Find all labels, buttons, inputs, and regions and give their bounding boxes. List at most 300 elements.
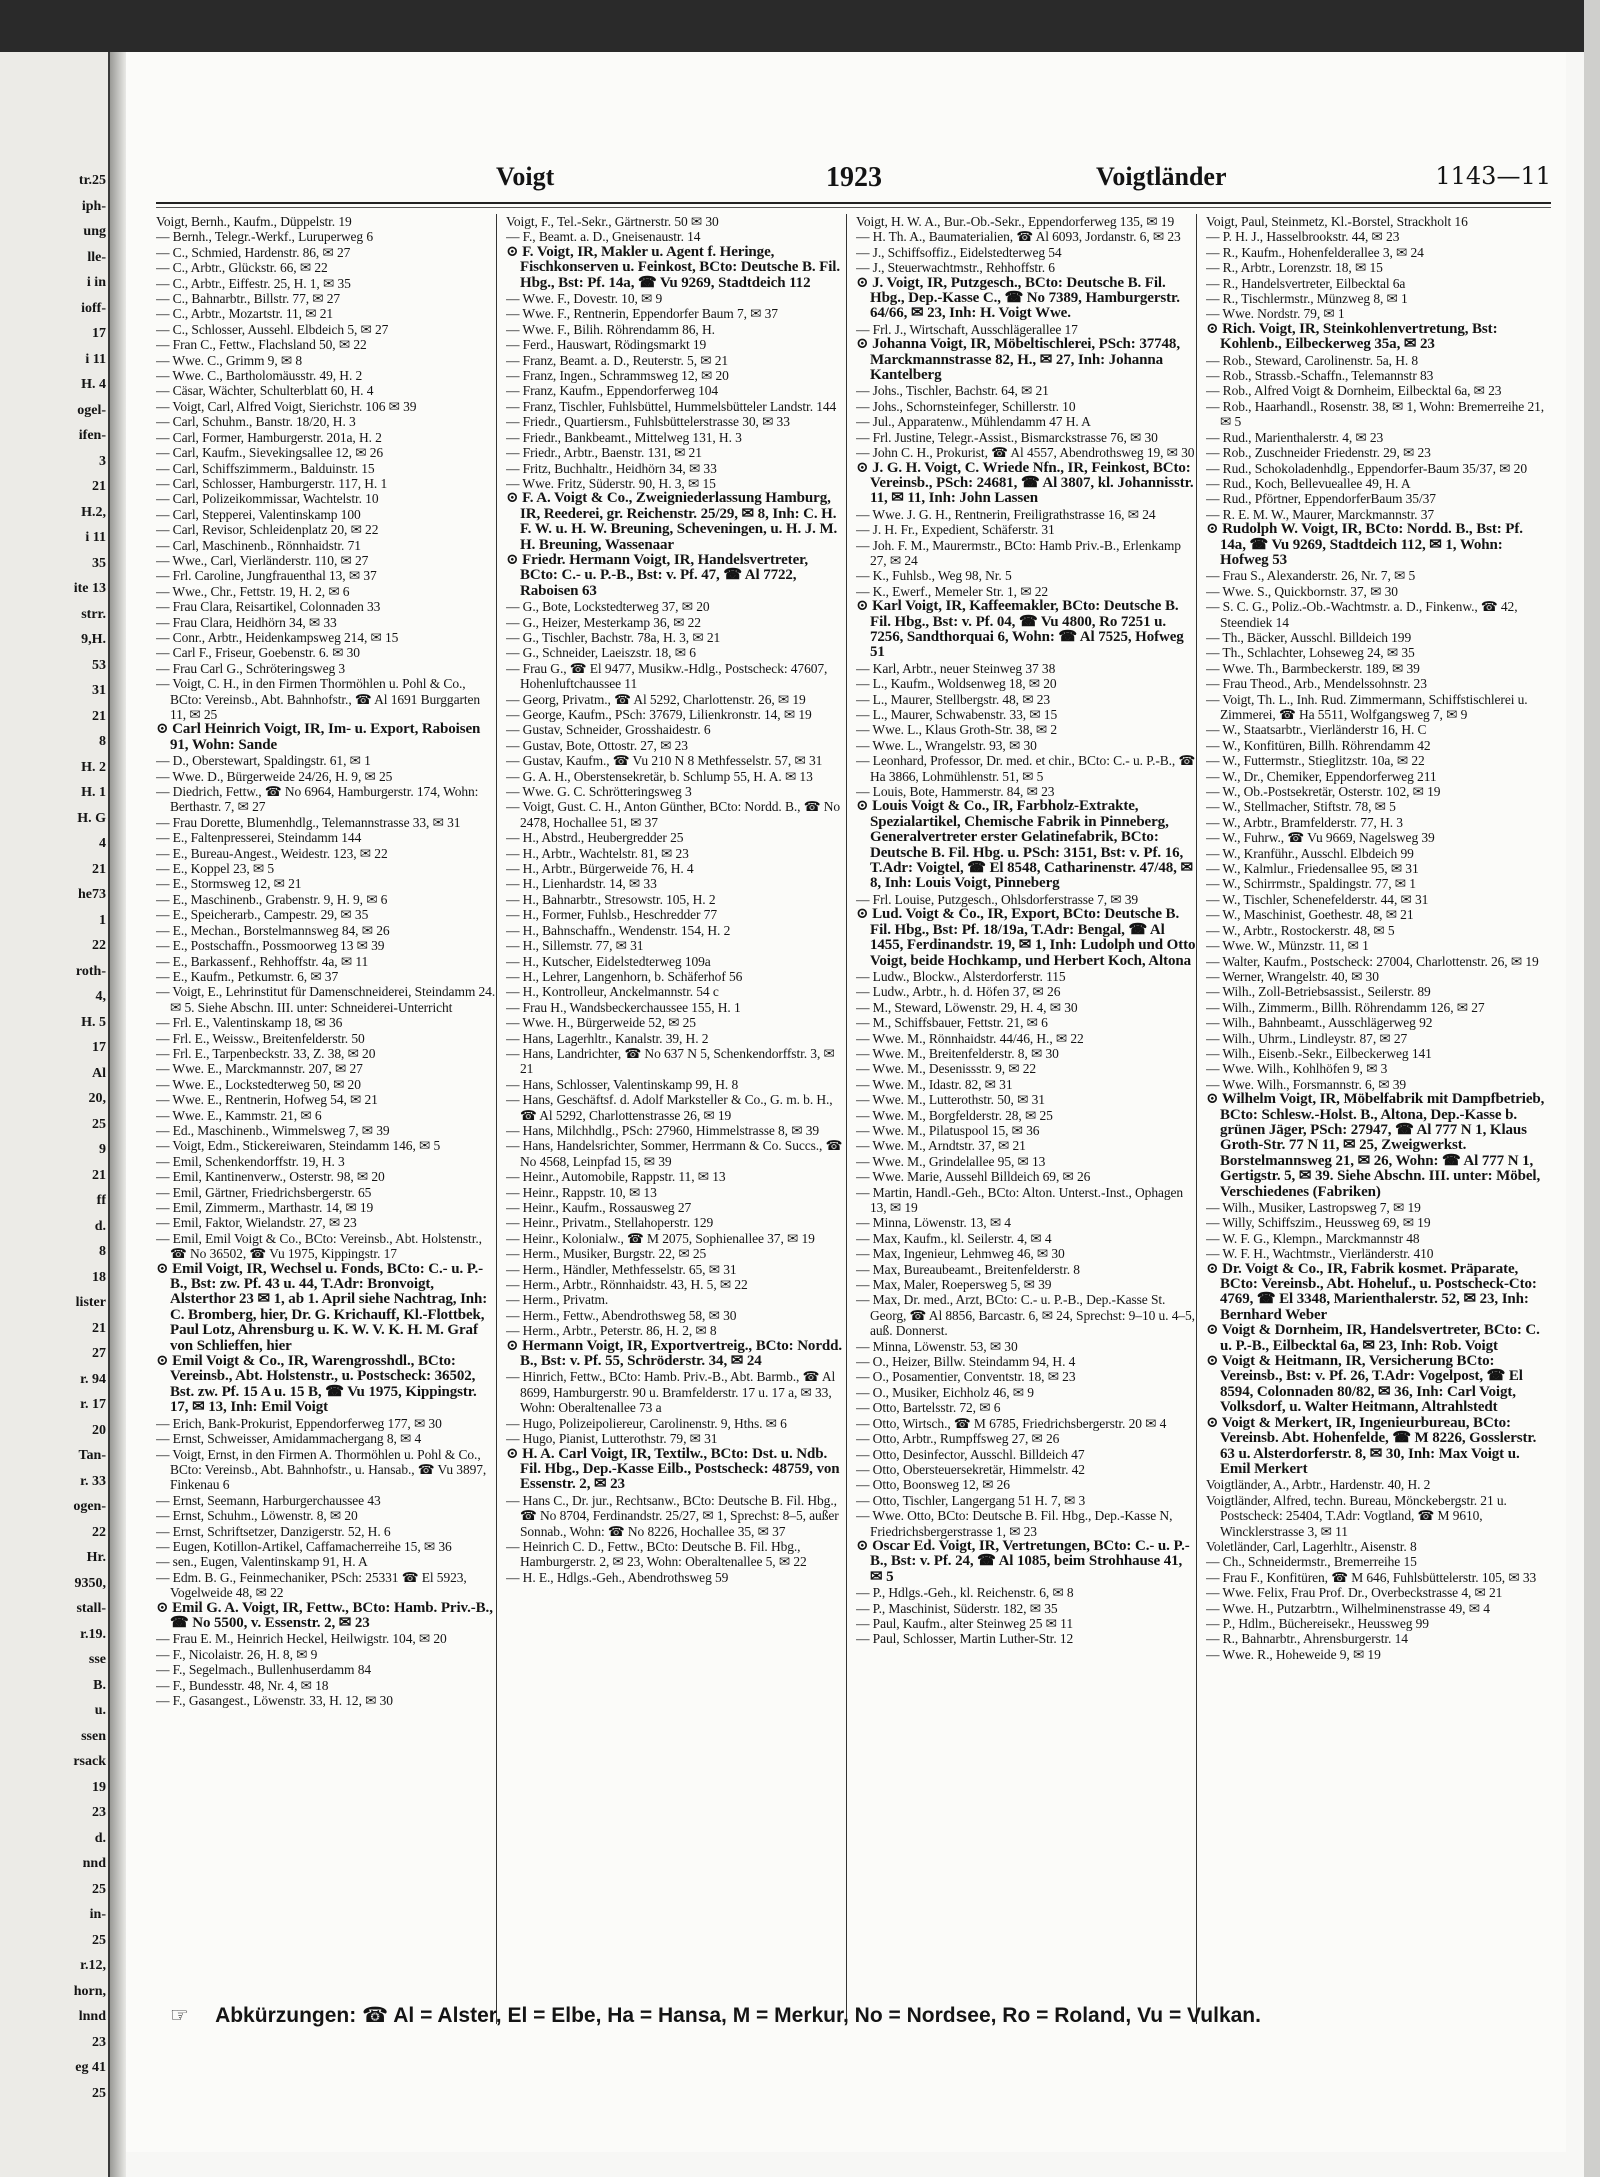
directory-entry: — Frl. Louise, Putzgesch., Ohlsdorferstrasse 7, ✉ 39 — [856, 891, 1139, 907]
left-page-fragment: rsack — [73, 1754, 106, 1769]
left-page-fragment: 21 — [92, 1167, 106, 1183]
directory-entry: — Frl. E., Tarpenbeckstr. 33, Z. 38, ✉ 20 — [156, 1045, 376, 1061]
directory-entry: — G., Schneider, Laeiszstr. 18, ✉ 6 — [506, 645, 696, 661]
directory-entry: — C., Schlosser, Aussehl. Elbdeich 5, ✉ 27 — [156, 321, 389, 337]
directory-entry: — Franz, Ingen., Schrammsweg 12, ✉ 20 — [506, 368, 729, 384]
directory-entry: — P., Maschinist, Süderstr. 182, ✉ 35 — [856, 1600, 1058, 1616]
left-page-fragment: ogen- — [73, 1499, 106, 1514]
left-page-fragment: 25 — [92, 1116, 106, 1132]
directory-entry: — Max, Kaufm., kl. Seilerstr. 4, ✉ 4 — [856, 1230, 1052, 1246]
left-page-fragment: 4 — [99, 836, 106, 851]
directory-entry: — G. A. H., Oberstensekretär, b. Schlump 55, H. A. ✉ 13 — [506, 768, 813, 784]
directory-entry: — C., Arbtr., Eiffestr. 25, H. 1, ✉ 35 — [156, 275, 351, 291]
directory-entry: ⊙ Karl Voigt, IR, Kaffeemakler, BCto: Deutsche B. Fil. Hbg., Bst: v. Pf. 04, ☎ Vu 4800, Ro 7251 u. 7256, Sandthorquai 6, Wohn: ☎ Al 7525, Hofweg 51 — [856, 598, 1184, 661]
directory-entry: — Ed., Maschinenb., Wimmelsweg 7, ✉ 39 — [156, 1122, 390, 1138]
directory-entry: — H., Sillemstr. 77, ✉ 31 — [506, 938, 644, 954]
directory-entry: — Hinrich, Fettw., BCto: Hamb. Priv.-B., Abt. Barmb., ☎ Al 8699, Hamburgerstr. 90 u. Bramfelderstr. 17 u. 17 a, ✉ 33, Wohn: Oberaltenallee 73 a — [506, 1369, 836, 1416]
left-page-fragment: Al — [92, 1065, 106, 1081]
directory-entry: — Emil, Faktor, Wielandstr. 27, ✉ 23 — [156, 1215, 357, 1231]
directory-entry: — Ernst, Seemann, Harburgerchaussee 43 — [156, 1492, 381, 1508]
directory-entry: — J., Steuerwachtmstr., Rehhoffstr. 6 — [856, 260, 1055, 276]
directory-entry: — P. H. J., Hasselbrookstr. 44, ✉ 23 — [1206, 229, 1400, 245]
directory-entry: — Hans, Landrichter, ☎ No 637 N 5, Schenkendorffstr. 3, ✉ 21 — [506, 1045, 835, 1077]
directory-entry: — W., Fuhrw., ☎ Vu 9669, Nagelsweg 39 — [1206, 830, 1435, 846]
directory-entry: — Frau Clara, Heidhörn 34, ✉ 33 — [156, 614, 337, 630]
directory-entry: — Joh. F. M., Maurermstr., BCto: Hamb Priv.-B., Erlenkamp 27, ✉ 24 — [856, 537, 1181, 568]
left-page-fragment: 9 — [99, 1142, 106, 1157]
header-rule — [156, 202, 1551, 204]
directory-entry: — M., Schiffsbauer, Fettstr. 21, ✉ 6 — [856, 1015, 1048, 1031]
directory-entry: — George, Kaufm., PSch: 37679, Lilienkronstr. 14, ✉ 19 — [506, 707, 812, 722]
left-page-fragment: i in — [86, 275, 106, 290]
directory-entry: — Frau Clara, Reisartikel, Colonnaden 33 — [156, 599, 381, 615]
directory-entry: — Frl. Caroline, Jungfrauenthal 13, ✉ 37 — [156, 568, 377, 584]
directory-entry: — K., Fuhlsb., Weg 98, Nr. 5 — [856, 568, 1012, 584]
directory-entry: Voletländer, Carl, Lagerhltr., Aisenstr. 8 — [1206, 1538, 1417, 1554]
directory-entry: — Frau F., Konfitüren, ☎ M 646, Fuhlsbüttelerstr. 105, ✉ 33 — [1206, 1569, 1537, 1585]
directory-entry: — C., Arbtr., Glückstr. 66, ✉ 22 — [156, 260, 328, 276]
directory-entry: — Wwe. Wilh., Forsmannstr. 6, ✉ 39 — [1206, 1076, 1406, 1092]
directory-entry: — Walter, Kaufm., Postscheck: 27004, Charlottenstr. 26, ✉ 19 — [1206, 953, 1539, 969]
directory-entry: — L., Kaufm., Woldsenweg 18, ✉ 20 — [856, 676, 1057, 692]
directory-entry: — F., Bundesstr. 48, Nr. 4, ✉ 18 — [156, 1677, 329, 1693]
left-page-fragment: 22 — [92, 1524, 106, 1540]
directory-entry: — J. H. Fr., Expedient, Schäferstr. 31 — [856, 522, 1055, 538]
left-page-fragment: 21 — [92, 479, 106, 494]
directory-entry: — Wwe. Th., Barmbeckerstr. 189, ✉ 39 — [1206, 660, 1420, 676]
left-page-fragment: lister — [75, 1295, 106, 1310]
directory-entry: — Jul., Apparatenw., Mühlendamm 47 H. A — [856, 414, 1091, 430]
directory-entry: — Max, Ingenieur, Lehmweg 46, ✉ 30 — [856, 1246, 1065, 1262]
directory-entry: — Johs., Tischler, Bachstr. 64, ✉ 21 — [856, 383, 1049, 399]
directory-entry: — Voigt, E., Lehrinstitut für Damenschneiderei, Steindamm 24. ✉ 5. Siehe Abschn. III. unter: Schneiderei-Unterricht — [156, 984, 496, 1015]
page-number: 1143—11 — [1435, 162, 1551, 190]
directory-entry: — Georg, Privatm., ☎ Al 5292, Charlottenstr. 26, ✉ 19 — [506, 691, 806, 707]
directory-entry: ⊙ Louis Voigt & Co., IR, Farbholz-Extrakte, Spezialartikel, Chemische Fabrik in Pinneberg, Generalvertreter erster Gelatinefabrik, BCto: Deutsche B. Fil. Hbg. u. PSch: 3151, Bst: v. Pf. 16, T.Adr: Voigtel, ☎ El 8548, Catharinenstr. 47/48, ✉ 8, Inh: Louis Voigt, Pinneberg — [856, 798, 1193, 892]
directory-entry: — Max, Dr. med., Arzt, BCto: C.- u. P.-B., Dep.-Kasse St. Georg, ☎ Al 8856, Barcastr. 6, ✉ 24, Sprechst: 9–10 u. 4–5, auß. Donnerst. — [856, 1292, 1195, 1339]
book-gutter — [110, 52, 126, 2177]
directory-entry: — W., Kranführ., Ausschl. Elbdeich 99 — [1206, 845, 1414, 861]
left-page-fragment: 23 — [92, 2034, 106, 2050]
header-year: 1923 — [826, 162, 882, 193]
directory-entry: — P., Hdlm., Büchereisekr., Heussweg 99 — [1206, 1615, 1429, 1631]
left-page-fragment: in- — [89, 1907, 106, 1922]
left-page-fragment: 21 — [92, 1320, 106, 1336]
left-page-fragment: r. 94 — [80, 1371, 106, 1387]
directory-entry: — Conr., Arbtr., Heidenkampsweg 214, ✉ 15 — [156, 629, 399, 645]
directory-entry: — Gustav, Kaufm., ☎ Vu 210 N 8 Methfesselstr. 57, ✉ 31 — [506, 753, 823, 769]
directory-entry: — W., Ob.-Postsekretär, Osterstr. 102, ✉ 19 — [1206, 784, 1441, 800]
pointing-hand-icon: ☞ — [170, 2004, 189, 2027]
directory-entry: — Wwe. H., Putzarbtrn., Wilhelminenstrasse 49, ✉ 4 — [1206, 1600, 1490, 1616]
directory-entry: — Louis, Bote, Hammerstr. 84, ✉ 23 — [856, 784, 1055, 800]
directory-entry: — Carl, Revisor, Schleidenplatz 20, ✉ 22 — [156, 522, 379, 538]
left-page-fragment: r.19. — [80, 1626, 106, 1642]
left-page-fragment: 27 — [92, 1346, 106, 1361]
directory-entry: — H., Arbtr., Wachtelstr. 81, ✉ 23 — [506, 845, 689, 861]
directory-entry: — G., Tischler, Bachstr. 78a, H. 3, ✉ 21 — [506, 629, 721, 645]
directory-entry: — Ludw., Blockw., Alsterdorferstr. 115 — [856, 968, 1066, 984]
directory-entry: — W., Arbtr., Rostockerstr. 48, ✉ 5 — [1206, 922, 1395, 938]
directory-entry: — C., Schmied, Hardenstr. 86, ✉ 27 — [156, 244, 351, 260]
directory-entry: — Heinr., Privatm., Stellahoperstr. 129 — [506, 1215, 714, 1231]
directory-entry: — E., Kaufm., Petkumstr. 6, ✉ 37 — [156, 968, 339, 984]
left-page-fragment: 1 — [99, 912, 106, 928]
directory-entry: — Carl F., Friseur, Goebenstr. 6. ✉ 30 — [156, 645, 360, 661]
directory-entry: — Heinr., Automobile, Rappstr. 11, ✉ 13 — [506, 1169, 726, 1185]
directory-entry: — W. F. H., Wachtmstr., Vierländerstr. 410 — [1206, 1246, 1434, 1262]
left-page-fragment: i 11 — [85, 351, 106, 367]
left-page-fragment: 21 — [92, 861, 106, 877]
directory-entry: — Frau Dorette, Blumenhdlg., Telemannstrasse 33, ✉ 31 — [156, 814, 461, 830]
directory-entry: — Wwe. Marie, Aussehl Billdeich 69, ✉ 26 — [856, 1169, 1091, 1185]
left-page-fragment: r.12, — [80, 1958, 106, 1973]
directory-entry: — Herm., Fettw., Abendrothsweg 58, ✉ 30 — [506, 1307, 737, 1323]
directory-entry: — Heinr., Kaufm., Rossausweg 27 — [506, 1200, 692, 1215]
left-page-fragment: 20 — [92, 1422, 106, 1438]
directory-entry: ⊙ Emil G. A. Voigt, IR, Fettw., BCto: Hamb. Priv.-B., ☎ No 5500, v. Essenstr. 2, ✉ 23 — [156, 1599, 493, 1631]
directory-entry: — Rud., Schokoladenhdlg., Eppendorfer-Baum 35/37, ✉ 20 — [1206, 460, 1527, 476]
left-page-fragment: ifen- — [78, 428, 106, 443]
directory-entry: — Ernst, Schuhm., Löwenstr. 8, ✉ 20 — [156, 1508, 358, 1524]
directory-entry: ⊙ Voigt & Dornheim, IR, Handelsvertreter, BCto: C. u. P.-B., Eilbecktal 6a, ✉ 23, Inh: Rob. Voigt — [1206, 1322, 1540, 1354]
directory-entry: — Wwe. L., Wrangelstr. 93, ✉ 30 — [856, 737, 1037, 753]
directory-entry: — Rob., Strassb.-Schaffn., Telemannstr 83 — [1206, 368, 1434, 384]
directory-entry: — H., Lienhardstr. 14, ✉ 33 — [506, 876, 657, 892]
directory-entry: — Wwe. E., Rentnerin, Hofweg 54, ✉ 21 — [156, 1092, 378, 1108]
directory-entry: — Hans, Geschäftsf. d. Adolf Marksteller & Co., G. m. b. H., ☎ Al 5292, Charlottenstrasse 26, ✉ 19 — [506, 1092, 833, 1123]
left-page-fragment: d. — [94, 1218, 106, 1234]
directory-entry: — Wilh., Musiker, Lastropsweg 7, ✉ 19 — [1206, 1200, 1421, 1215]
directory-entry: — Carl, Stepperei, Valentinskamp 100 — [156, 506, 361, 522]
left-page-fragment: 23 — [92, 1805, 106, 1820]
directory-entry: — W., Tischler, Schenefelderstr. 44, ✉ 31 — [1206, 891, 1429, 907]
left-page-fragment: 25 — [92, 1881, 106, 1897]
directory-entry: ⊙ Emil Voigt, IR, Wechsel u. Fonds, BCto: C.- u. P.-B., Bst: zw. Pf. 43 u. 44, T.Adr: Bronvoigt, Alsterthor 23 ✉ 1, ab 1. April siehe Nachtrag, Inh: C. Bromberg, hier, Dr. G. Krichauff, Kl.-Flottbek, Paul Lotz, Ahrensburg u. K. W. V. K. H. M. Graf von Schlieffen, hier — [156, 1260, 488, 1354]
directory-entry: — Wwe. R., Hoheweide 9, ✉ 19 — [1206, 1646, 1381, 1662]
directory-entry: — Minna, Löwenstr. 53, ✉ 30 — [856, 1338, 1018, 1354]
directory-entry: — Wilh., Zimmerm., Billh. Röhrendamm 126, ✉ 27 — [1206, 999, 1485, 1015]
left-page-fragment: 53 — [92, 657, 106, 673]
directory-entry: — Wwe. H., Bürgerweide 52, ✉ 25 — [506, 1015, 696, 1031]
left-page-fragment: 17 — [92, 1040, 106, 1055]
directory-entry: ⊙ Carl Heinrich Voigt, IR, Im- u. Export, Raboisen 91, Wohn: Sande — [156, 721, 481, 753]
directory-entry: — Wwe. M., Grindelallee 95, ✉ 13 — [856, 1153, 1046, 1169]
left-page-fragment: Hr. — [86, 1550, 106, 1565]
directory-entry: — Max, Bureaubeamt., Breitenfelderstr. 8 — [856, 1261, 1080, 1277]
directory-entry: — M., Steward, Löwenstr. 29, H. 4, ✉ 30 — [856, 999, 1078, 1015]
directory-entry: — Hugo, Pianist, Lutterothstr. 79, ✉ 31 — [506, 1431, 718, 1447]
directory-entry: ⊙ H. A. Carl Voigt, IR, Textilw., BCto: Dst. u. Ndb. Fil. Hbg., Dep.-Kasse Eilb., Postscheck: 48759, von Essenstr. 2, ✉ 23 — [506, 1445, 840, 1493]
directory-entry: — E., Bureau-Angest., Weidestr. 123, ✉ 22 — [156, 845, 388, 861]
left-page-fragment: 17 — [92, 326, 106, 341]
directory-entry: — Otto, Arbtr., Rumpffsweg 27, ✉ 26 — [856, 1431, 1060, 1447]
directory-entry: — Otto, Desinfector, Ausschl. Billdeich 47 — [856, 1446, 1085, 1462]
directory-entry: — Frau S., Alexanderstr. 26, Nr. 7, ✉ 5 — [1206, 568, 1416, 584]
page-header — [156, 162, 1551, 202]
directory-entry: — Rud., Pförtner, EppendorferBaum 35/37 — [1206, 491, 1436, 507]
left-page-fragment: 31 — [92, 683, 106, 698]
header-rule-thin — [156, 207, 1551, 208]
directory-entry: ⊙ Voigt & Merkert, IR, Ingenieurbureau, BCto: Vereinsb. Abt. Hohenfelde, ☎ M 8226, Gosslerstr. 63 u. Alsterdorferstr. 8, ✉ 30, Inh: Max Voigt u. Emil Merkert — [1206, 1414, 1537, 1477]
directory-columns — [156, 214, 1556, 2024]
directory-entry: — L., Maurer, Stellbergstr. 48, ✉ 23 — [856, 691, 1051, 707]
directory-entry: — H. E., Hdlgs.-Geh., Abendrothsweg 59 — [506, 1569, 729, 1585]
left-page-fragment: 19 — [92, 1779, 106, 1795]
directory-entry: — Rob., Zuschneider Friedenstr. 29, ✉ 23 — [1206, 445, 1431, 461]
left-page-fragment: Tan- — [78, 1448, 106, 1463]
directory-entry: — Wwe. F., Rentnerin, Eppendorfer Baum 7, ✉ 37 — [506, 306, 778, 322]
directory-entry: ⊙ Friedr. Hermann Voigt, IR, Handelsvertreter, BCto: C.- u. P.-B., Bst: v. Pf. 47, ☎ Al 7722, Raboisen 63 — [506, 551, 808, 599]
directory-entry: — Carl, Schlosser, Hamburgerstr. 117, H. 1 — [156, 475, 388, 491]
directory-entry: ⊙ Dr. Voigt & Co., IR, Fabrik kosmet. Präparate, BCto: Vereinsb., Abt. Hoheluf., u. Postscheck-Cto: 4769, ☎ El 3348, Marienthalerstr. 52, ✉ 23, Inh: Bernhard Weber — [1206, 1260, 1537, 1323]
directory-entry: ⊙ Hermann Voigt, IR, Exportvertreig., BCto: Nordd. B., Bst: v. Pf. 55, Schröderstr. 34, ✉ 24 — [506, 1337, 843, 1370]
directory-entry: — Ernst, Schweisser, Amidammachergang 8, ✉ 4 — [156, 1431, 422, 1447]
scan-border-top — [0, 0, 1600, 52]
left-page-fragment: lnnd — [78, 2009, 106, 2024]
directory-entry: Voigt, F., Tel.-Sekr., Gärtnerstr. 50 ✉ 30 — [506, 214, 719, 229]
directory-entry: ⊙ J. Voigt, IR, Putzgesch., BCto: Deutsche B. Fil. Hbg., Dep.-Kasse C., ☎ No 7389, Hamburgerstr. 64/66, ✉ 23, Inh: H. Voigt Wwe. — [856, 274, 1180, 322]
directory-entry: — Otto, Tischler, Langergang 51 H. 7, ✉ 3 — [856, 1492, 1086, 1508]
left-page-fragment: 18 — [92, 1269, 106, 1285]
directory-entry: — Voigt, Ernst, in den Firmen A. Thormöhlen u. Pohl & Co., BCto: Vereinsb., Abt. Bahnhofstr., u. Hansab., ☎ Vu 3897, Finkenau 6 — [156, 1446, 487, 1493]
directory-entry: — Wwe. M., Rönnhaidstr. 44/46, H., ✉ 22 — [856, 1030, 1084, 1046]
directory-entry: — Wwe. J. G. H., Rentnerin, Freiligrathstrasse 16, ✉ 24 — [856, 506, 1156, 522]
directory-entry: — Voigt, Th. L., Inh. Rud. Zimmermann, Schiffstischlerei u. Zimmerei, ☎ Ha 5511, Wolfgangsweg 7, ✉ 9 — [1206, 691, 1528, 722]
left-page-fragment: i 11 — [85, 530, 106, 545]
directory-entry: — Wwe., Chr., Fettstr. 19, H. 2, ✉ 6 — [156, 583, 350, 599]
directory-entry: — Wwe. Fritz, Süderstr. 90, H. 3, ✉ 15 — [506, 475, 716, 491]
directory-entry: — Cäsar, Wächter, Schulterblatt 60, H. 4 — [156, 383, 374, 399]
directory-entry: — F., Gasangest., Löwenstr. 33, H. 12, ✉ 30 — [156, 1693, 393, 1708]
directory-entry: — S. C. G., Poliz.-Ob.-Wachtmstr. a. D., Finkenw., ☎ 42, Steendiek 14 — [1206, 599, 1518, 630]
directory-entry: — Wwe. S., Quickbornstr. 37, ✉ 30 — [1206, 583, 1398, 599]
directory-entry: — John C. H., Prokurist, ☎ Al 4557, Abendrothsweg 19, ✉ 30 — [856, 445, 1195, 461]
directory-entry: — Eugen, Kotillon-Artikel, Caffamacherreihe 15, ✉ 36 — [156, 1538, 452, 1554]
directory-entry: — Frau Theod., Arb., Mendelssohnstr. 23 — [1206, 676, 1427, 692]
left-page-fragment: ff — [96, 1193, 106, 1208]
directory-entry: — Wwe. Otto, BCto: Deutsche B. Fil. Hbg., Dep.-Kasse N, Friedrichsbergerstrasse 1, ✉ 23 — [856, 1508, 1173, 1539]
directory-entry: — Heinrich C. D., Fettw., BCto: Deutsche B. Fil. Hbg., Hamburgerstr. 2, ✉ 23, Wohn: Oberaltenallee 5, ✉ 22 — [506, 1538, 807, 1570]
directory-entry: — Frau E. M., Heinrich Heckel, Heilwigstr. 104, ✉ 20 — [156, 1631, 447, 1647]
directory-entry: — Rob., Haarhandl., Rosenstr. 38, ✉ 1, Wohn: Bremerreihe 21, ✉ 5 — [1206, 398, 1545, 430]
directory-entry: — W., Arbtr., Bramfelderstr. 77, H. 3 — [1206, 814, 1403, 830]
directory-entry: — Wwe. F., Bilih. Röhrendamm 86, H. — [506, 321, 715, 337]
left-page-fragment: H. 2 — [81, 759, 106, 775]
directory-entry: — Wwe. G. C. Schrötteringsweg 3 — [506, 784, 692, 800]
column-1 — [156, 214, 497, 2024]
directory-entry: — Rud., Marienthalerstr. 4, ✉ 23 — [1206, 429, 1384, 445]
directory-entry: — Ernst, Schriftsetzer, Danzigerstr. 52, H. 6 — [156, 1523, 391, 1539]
directory-entry: — Frl. Justine, Telegr.-Assist., Bismarckstrasse 76, ✉ 30 — [856, 429, 1158, 445]
directory-entry: — J., Schiffsoffiz., Eidelstedterweg 54 — [856, 244, 1062, 260]
directory-entry: — Herm., Privatm. — [506, 1292, 609, 1308]
directory-entry: — Th., Schlachter, Lohseweg 24, ✉ 35 — [1206, 645, 1415, 661]
left-page-fragment: H. G — [77, 810, 106, 826]
directory-entry: — Wilh., Bahnbeamt., Ausschlägerweg 92 — [1206, 1015, 1433, 1031]
directory-entry: — E., Maschinenb., Grabenstr. 9, H. 9, ✉ 6 — [156, 891, 388, 907]
directory-entry: — Wwe. Felix, Frau Prof. Dr., Overbeckstrasse 4, ✉ 21 — [1206, 1585, 1503, 1601]
directory-entry: — Frl. E., Valentinskamp 18, ✉ 36 — [156, 1015, 343, 1031]
directory-entry: ⊙ F. A. Voigt & Co., Zweigniederlassung Hamburg, IR, Reederei, gr. Reichenstr. 25/29, ✉ 8, Inh: C. H. F. W. u. H. W. Breuning, Scheveningen, u. H. J. M. H. Breuning, Wassenaar — [506, 490, 838, 553]
directory-entry: — Frau Carl G., Schröteringsweg 3 — [156, 660, 346, 676]
left-page-fragment: r. 33 — [80, 1473, 106, 1489]
directory-entry: — Karl, Arbtr., neuer Steinweg 37 38 — [856, 660, 1056, 676]
directory-entry: ⊙ Johanna Voigt, IR, Möbeltischlerei, PSch: 37748, Marckmannstrasse 82, H., ✉ 27, Inh: Johanna Kantelberg — [856, 336, 1180, 384]
left-page-fragment: d. — [94, 1830, 106, 1846]
left-page-fragment: 35 — [92, 555, 106, 571]
directory-entry: — Werner, Wrangelstr. 40, ✉ 30 — [1206, 968, 1379, 984]
left-page-fragment: ogel- — [77, 402, 106, 418]
left-page-fragment: 8 — [99, 734, 106, 749]
directory-entry: — Ferd., Hauswart, Rödingsmarkt 19 — [506, 337, 707, 353]
directory-entry: — Franz, Kaufm., Eppendorferweg 104 — [506, 383, 719, 399]
directory-entry: — Friedr., Quartiersm., Fuhlsbüttelerstrasse 30, ✉ 33 — [506, 414, 790, 430]
left-page-fragment: horn, — [73, 1983, 106, 1999]
directory-entry: ⊙ Lud. Voigt & Co., IR, Export, BCto: Deutsche B. Fil. Hbg., Bst: Pf. 18/19a, T.Adr: Bengal, ☎ Al 1455, Ferdinandstr. 19, ✉ 1, Inh: Ludolph und Otto Voigt, beide Hochkamp, und Herbert Koch, Altona — [856, 906, 1196, 969]
directory-entry: — P., Hdlgs.-Geh., kl. Reichenstr. 6, ✉ 8 — [856, 1585, 1074, 1601]
left-page-fragment: 9,H. — [81, 632, 106, 647]
left-page-fragment: 25 — [92, 2085, 106, 2101]
directory-entry: — O., Musiker, Eichholz 46, ✉ 9 — [856, 1384, 1034, 1400]
directory-entry: Voigt, H. W. A., Bur.-Ob.-Sekr., Eppendorferweg 135, ✉ 19 — [856, 214, 1175, 229]
left-page-fragment: roth- — [75, 963, 106, 979]
left-page-fragment: he73 — [78, 887, 106, 902]
column-4 — [1206, 214, 1551, 2024]
directory-entry: — Erich, Bank-Prokurist, Eppendorferweg 177, ✉ 30 — [156, 1415, 442, 1431]
directory-entry: — Emil, Gärtner, Friedrichsbergerstr. 65 — [156, 1184, 372, 1200]
directory-entry: — W., Staatsarbtr., Vierländerstr 16, H. C — [1206, 722, 1427, 738]
directory-entry: — Wilh., Zoll-Betriebsassist., Seilerstr. 89 — [1206, 984, 1431, 1000]
directory-entry: — Leonhard, Professor, Dr. med. et chir., BCto: C.- u. P.-B., ☎ Ha 3866, Lohmühlenstr. 51, ✉ 5 — [856, 753, 1196, 784]
directory-entry: — Emil, Kantinenverw., Osterstr. 98, ✉ 20 — [156, 1169, 385, 1185]
left-page-fragment: stall- — [76, 1601, 106, 1616]
left-page-fragment: 3 — [99, 453, 106, 469]
directory-entry: — D., Oberstewart, Spaldingstr. 61, ✉ 1 — [156, 753, 371, 769]
header-left-word: Voigt — [496, 162, 555, 191]
directory-entry: — Emil, Schenkendorffstr. 19, H. 3 — [156, 1153, 345, 1169]
directory-entry: — Wwe. E., Lockstedterweg 50, ✉ 20 — [156, 1076, 361, 1092]
directory-entry: — Emil, Emil Voigt & Co., BCto: Vereinsb., Abt. Holstenstr., ☎ No 36502, ☎ Vu 1975, Kippingstr. 17 — [156, 1230, 482, 1262]
directory-entry: — R., Tischlermstr., Münzweg 8, ✉ 1 — [1206, 291, 1408, 307]
directory-entry: — Herm., Händler, Methfesselstr. 65, ✉ 31 — [506, 1261, 737, 1277]
directory-entry: — Hans, Handelsrichter, Sommer, Herrmann & Co. Succs., ☎ No 4568, Leinpfad 15, ✉ 39 — [506, 1138, 843, 1169]
column-3 — [856, 214, 1197, 2024]
directory-entry: — Gustav, Schneider, Grosshaidestr. 6 — [506, 722, 711, 738]
left-page-fragment: sse — [88, 1652, 106, 1667]
scan-border-right — [1584, 0, 1600, 2177]
left-page-fragment: 25 — [92, 1932, 106, 1948]
directory-entry: — Gustav, Bote, Ottostr. 27, ✉ 23 — [506, 737, 688, 753]
abbreviations-footer — [170, 2003, 1440, 2031]
directory-entry: — Friedr., Arbtr., Baenstr. 131, ✉ 21 — [506, 445, 702, 461]
directory-entry: — Th., Bäcker, Ausschl. Billdeich 199 — [1206, 629, 1412, 645]
directory-entry: — H., Kutscher, Eidelstedterweg 109a — [506, 953, 711, 969]
directory-entry: — W., Kalmlur., Friedensallee 95, ✉ 31 — [1206, 861, 1419, 877]
directory-entry: — Emil, Zimmerm., Marthastr. 14, ✉ 19 — [156, 1200, 374, 1215]
directory-entry: — Max, Maler, Roepersweg 5, ✉ 39 — [856, 1277, 1052, 1293]
directory-entry: ⊙ Emil Voigt & Co., IR, Warengrosshdl., BCto: Vereinsb., Abt. Holstenstr., u. Postscheck: 36502, Bst. zw. Pf. 15 A u. 15 B, ☎ Vu 1975, Kippingstr. 17, ✉ 13, Inh: Emil Voigt — [156, 1353, 477, 1416]
left-page-fragment: u. — [94, 1703, 106, 1718]
directory-entry: — Herm., Musiker, Burgstr. 22, ✉ 25 — [506, 1246, 707, 1262]
directory-entry: — W., Maschinist, Goethestr. 48, ✉ 21 — [1206, 907, 1414, 923]
directory-entry: — Ch., Schneidermstr., Bremerreihe 15 — [1206, 1554, 1417, 1570]
directory-entry: — H. Th. A., Baumaterialien, ☎ Al 6093, Jordanstr. 6, ✉ 23 — [856, 229, 1181, 245]
directory-entry: — R., Handelsvertreter, Eilbecktal 6a — [1206, 275, 1406, 291]
directory-entry: Voigt, Bernh., Kaufm., Düppelstr. 19 — [156, 214, 352, 229]
directory-entry: ⊙ Voigt & Heitmann, IR, Versicherung BCto: Vereinsb., Bst: v. Pf. 26, T.Adr: Vogelpost, ☎ El 8594, Colonnaden 80/82, ✉ 36, Inh: Carl Voigt, Volksdorf, u. Walter Heitmann, Altrahlstedt — [1206, 1353, 1523, 1416]
directory-entry: — Wwe. F., Dovestr. 10, ✉ 9 — [506, 291, 663, 307]
directory-entry: — Hans, Schlosser, Valentinskamp 99, H. 8 — [506, 1076, 739, 1092]
directory-entry: — Willy, Schiffszim., Heussweg 69, ✉ 19 — [1206, 1215, 1431, 1231]
directory-entry: — Carl, Polizeikommissar, Wachtelstr. 10 — [156, 491, 379, 507]
directory-entry: — Hans, Milchhdlg., PSch: 27960, Himmelstrasse 8, ✉ 39 — [506, 1122, 820, 1138]
directory-entry: — Wwe. M., Desenissstr. 9, ✉ 22 — [856, 1061, 1037, 1077]
directory-entry: ⊙ Rich. Voigt, IR, Steinkohlenvertretung, Bst: Kohlenb., Eilbeckerweg 35a, ✉ 23 — [1206, 320, 1498, 353]
directory-entry: — Frau G., ☎ El 9477, Musikw.-Hdlg., Postscheck: 47607, Hohenluftchaussee 11 — [506, 660, 828, 692]
directory-entry: Voigt, Paul, Steinmetz, Kl.-Borstel, Strackholt 16 — [1206, 214, 1468, 229]
left-page-fragment: B. — [93, 1677, 106, 1693]
directory-entry: — Otto, Wirtsch., ☎ M 6785, Friedrichsbergerstr. 20 ✉ 4 — [856, 1415, 1167, 1431]
directory-entry: — Edm. B. G., Feinmechaniker, PSch: 25331 ☎ El 5923, Vogelweide 48, ✉ 22 — [156, 1569, 467, 1601]
directory-entry: — C., Bahnarbtr., Billstr. 77, ✉ 27 — [156, 291, 341, 307]
left-page-fragment: 4, — [95, 989, 106, 1004]
directory-entry: — R., Bahnarbtr., Ahrensburgerstr. 14 — [1206, 1631, 1408, 1647]
directory-entry: — F., Nicolaistr. 26, H. 8, ✉ 9 — [156, 1646, 318, 1662]
left-page-fragment: H.2, — [81, 504, 106, 520]
directory-entry: — Wwe. M., Breitenfelderstr. 8, ✉ 30 — [856, 1045, 1059, 1061]
directory-entry: — L., Maurer, Schwabenstr. 33, ✉ 15 — [856, 707, 1058, 722]
directory-entry: — Johs., Schornsteinfeger, Schillerstr. 10 — [856, 398, 1076, 414]
directory-entry: — Wwe. Nordstr. 79, ✉ 1 — [1206, 306, 1345, 322]
directory-entry: — Wwe. E., Marckmannstr. 207, ✉ 27 — [156, 1061, 363, 1077]
directory-entry: — Fran C., Fettw., Flachsland 50, ✉ 22 — [156, 337, 367, 353]
directory-entry: — Otto, Obersteuersekretär, Himmelstr. 42 — [856, 1461, 1085, 1477]
directory-entry: — Wwe. M., Pilatuspool 15, ✉ 36 — [856, 1122, 1040, 1138]
directory-entry: — Wwe. W., Münzstr. 11, ✉ 1 — [1206, 938, 1369, 954]
directory-entry: — O., Heizer, Billw. Steindamm 94, H. 4 — [856, 1354, 1076, 1370]
directory-entry: — Voigt, Carl, Alfred Voigt, Sierichstr. 106 ✉ 39 — [156, 398, 417, 414]
directory-entry: — Minna, Löwenstr. 13, ✉ 4 — [856, 1215, 1011, 1231]
directory-entry: — E., Barkassenf., Rehhoffstr. 4a, ✉ 11 — [156, 953, 369, 969]
directory-entry: — G., Bote, Lockstedterweg 37, ✉ 20 — [506, 599, 710, 615]
directory-entry: — W., Dr., Chemiker, Eppendorferweg 211 — [1206, 768, 1437, 784]
left-page-fragment: strr. — [81, 606, 106, 622]
directory-entry: — E., Faltenpresserei, Steindamm 144 — [156, 830, 362, 846]
directory-entry: — Carl, Kaufm., Sievekingsallee 12, ✉ 26 — [156, 445, 384, 461]
left-page-fragment: tr.25 — [78, 173, 106, 188]
directory-entry: Voigtländer, A., Arbtr., Hardenstr. 40, H. 2 — [1206, 1477, 1431, 1493]
left-page-fragment: 22 — [92, 938, 106, 953]
directory-entry: — W., Konfitüren, Billh. Röhrendamm 42 — [1206, 737, 1431, 753]
directory-entry: — C., Arbtr., Mozartstr. 11, ✉ 21 — [156, 306, 334, 322]
directory-entry: — Voigt, Edm., Stickereiwaren, Steindamm 146, ✉ 5 — [156, 1138, 441, 1154]
directory-entry: — E., Stormsweg 12, ✉ 21 — [156, 876, 302, 892]
directory-entry: — Hans, Lagerhltr., Kanalstr. 39, H. 2 — [506, 1030, 709, 1046]
left-page-fragment: r. 17 — [80, 1397, 106, 1412]
directory-entry: — Voigt, Gust. C. H., Anton Günther, BCto: Nordd. B., ☎ No 2478, Hochallee 51, ✉ 37 — [506, 799, 841, 830]
directory-entry: — Martin, Handl.-Geh., BCto: Alton. Unterst.-Inst., Ophagen 13, ✉ 19 — [856, 1184, 1184, 1215]
directory-entry: — Heinr., Rappstr. 10, ✉ 13 — [506, 1184, 657, 1200]
left-page-fragment: 8 — [99, 1244, 106, 1259]
previous-page-edge — [0, 52, 110, 2177]
directory-entry: — Wilh., Eisenb.-Sekr., Eilbeckerweg 141 — [1206, 1045, 1432, 1061]
directory-entry: — Wwe. C., Bartholomäusstr. 49, H. 2 — [156, 368, 363, 384]
directory-entry: ⊙ F. Voigt, IR, Makler u. Agent f. Heringe, Fischkonserven u. Feinkost, BCto: Deutsche B. Fil. Hbg., Bst: Pf. 14a, ☎ Vu 9269, Stadtdeich 112 — [506, 243, 841, 291]
directory-entry: — Wwe. C., Grimm 9, ✉ 8 — [156, 352, 303, 368]
directory-entry: — O., Posamentier, Conventstr. 18, ✉ 23 — [856, 1369, 1076, 1385]
directory-entry: — Rob., Steward, Carolinenstr. 5a, H. 8 — [1206, 352, 1419, 368]
